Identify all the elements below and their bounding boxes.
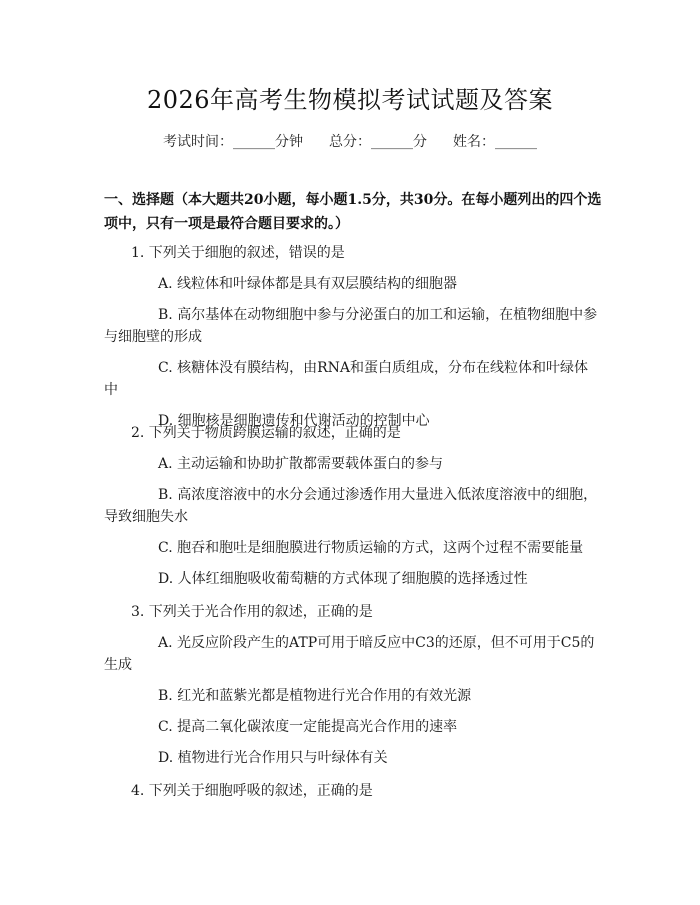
exam-meta-line — [0, 132, 700, 152]
option-b: B. 高浓度溶液中的水分会通过渗透作用大量进入低浓度溶液中的细胞，导致细胞失水 — [104, 487, 598, 525]
page-title: 2026年高考生物模拟考试试题及答案 — [146, 86, 554, 114]
option-b: B. 高尔基体在动物细胞中参与分泌蛋白的加工和运输，在植物细胞中参与细胞壁的形成 — [104, 307, 598, 345]
question-2 — [104, 422, 598, 590]
question-stem: 2. 下列关于物质跨膜运输的叙述，正确的是 — [131, 425, 401, 441]
option-d: D. 细胞核是细胞遗传和代谢活动的控制中心 — [158, 413, 430, 429]
question-3 — [104, 601, 598, 769]
exam-time-field: 考试时间：______分钟 — [163, 134, 303, 150]
question-4 — [104, 780, 598, 802]
option-c: C. 提高二氧化碳浓度一定能提高光合作用的速率 — [158, 719, 458, 735]
question-1 — [104, 242, 598, 432]
option-a: A. 光反应阶段产生的ATP可用于暗反应中C3的还原，但不可用于C5的生成 — [104, 635, 595, 673]
question-stem: 1. 下列关于细胞的叙述，错误的是 — [131, 245, 345, 261]
option-c: C. 胞吞和胞吐是细胞膜进行物质运输的方式，这两个过程不需要能量 — [158, 540, 584, 556]
option-c: C. 核糖体没有膜结构，由RNA和蛋白质组成，分布在线粒体和叶绿体中 — [104, 360, 589, 398]
name-field: 姓名：______ — [453, 134, 537, 150]
option-a: A. 线粒体和叶绿体都是具有双层膜结构的细胞器 — [158, 276, 458, 292]
total-score-field: 总分：______分 — [329, 134, 427, 150]
option-d: D. 人体红细胞吸收葡萄糖的方式体现了细胞膜的选择透过性 — [158, 571, 528, 587]
option-a: A. 主动运输和协助扩散都需要载体蛋白的参与 — [158, 456, 444, 472]
option-d: D. 植物进行光合作用只与叶绿体有关 — [158, 750, 388, 766]
option-b: B. 红光和蓝紫光都是植物进行光合作用的有效光源 — [158, 688, 472, 704]
section-heading: 一、选择题（本大题共20小题，每小题1.5分，共30分。在每小题列出的四个选项中，只有一项是最符合题目要求的。） — [104, 192, 602, 232]
question-stem: 3. 下列关于光合作用的叙述，正确的是 — [131, 604, 373, 620]
question-stem: 4. 下列关于细胞呼吸的叙述，正确的是 — [131, 783, 373, 799]
